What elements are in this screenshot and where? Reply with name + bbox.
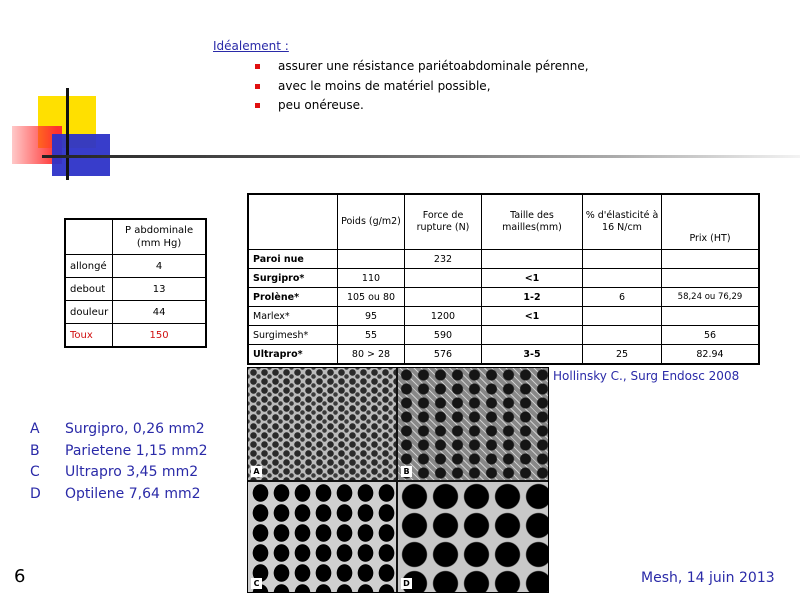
table-cell bbox=[583, 307, 662, 326]
citation: Hollinsky C., Surg Endosc 2008 bbox=[553, 369, 740, 383]
table-cell: Marlex* bbox=[248, 307, 338, 326]
table-cell: Toux bbox=[65, 324, 113, 348]
table-header-cell: Force de rupture (N) bbox=[405, 194, 482, 250]
intro-bullet: avec le moins de matériel possible, bbox=[255, 77, 589, 97]
table-cell: 13 bbox=[113, 278, 206, 301]
table-cell: 150 bbox=[113, 324, 206, 348]
legend-key: D bbox=[30, 485, 41, 502]
table-row bbox=[248, 250, 759, 269]
table-header-cell bbox=[65, 219, 113, 255]
mesh-photo-b bbox=[398, 368, 548, 480]
legend-item bbox=[30, 441, 208, 463]
table-cell bbox=[338, 250, 405, 269]
table-cell: 1200 bbox=[405, 307, 482, 326]
table-cell: 25 bbox=[583, 345, 662, 365]
table-cell: Surgipro* bbox=[248, 269, 338, 288]
table-cell bbox=[662, 269, 760, 288]
table-cell: Surgimesh* bbox=[248, 326, 338, 345]
table-cell: douleur bbox=[65, 301, 113, 324]
intro-bullet: peu onéreuse. bbox=[255, 96, 589, 116]
mesh-comparison-table bbox=[247, 193, 760, 365]
table-cell bbox=[583, 326, 662, 345]
photo-label: A bbox=[251, 466, 262, 477]
legend-item bbox=[30, 462, 208, 484]
table-cell: Prolène* bbox=[248, 288, 338, 307]
table-cell: 6 bbox=[583, 288, 662, 307]
table-row bbox=[248, 307, 759, 326]
intro-bullet: assurer une résistance pariétoabdominale pérenne, bbox=[255, 57, 589, 77]
table-header-cell: Prix (HT) bbox=[662, 194, 760, 250]
table-cell bbox=[662, 250, 760, 269]
table-cell: debout bbox=[65, 278, 113, 301]
legend-key: B bbox=[30, 442, 40, 459]
footer-date: Mesh, 14 juin 2013 bbox=[641, 570, 775, 586]
legend-text: Parietene 1,15 mm2 bbox=[65, 442, 208, 459]
table-cell: <1 bbox=[482, 307, 583, 326]
table-header-cell: % d'élasticité à 16 N/cm bbox=[583, 194, 662, 250]
table-cell bbox=[482, 250, 583, 269]
table-cell bbox=[583, 250, 662, 269]
table-cell: allongé bbox=[65, 255, 113, 278]
mesh-photo-d bbox=[398, 482, 548, 592]
table-header-cell: Poids (g/m2) bbox=[338, 194, 405, 250]
table-header-cell bbox=[248, 194, 338, 250]
table-cell: 82.94 bbox=[662, 345, 760, 365]
legend-item bbox=[30, 484, 208, 506]
photo-label: D bbox=[401, 578, 412, 589]
table-row-highlight bbox=[65, 324, 206, 348]
table-row bbox=[248, 345, 759, 365]
table-cell: 110 bbox=[338, 269, 405, 288]
table-row bbox=[248, 269, 759, 288]
legend-text: Ultrapro 3,45 mm2 bbox=[65, 464, 199, 480]
table-header-cell: P abdominale (mm Hg) bbox=[113, 219, 206, 255]
table-cell: 576 bbox=[405, 345, 482, 365]
table-cell: 4 bbox=[113, 255, 206, 278]
table-cell: 590 bbox=[405, 326, 482, 345]
legend-text: Optilene 7,64 mm2 bbox=[65, 485, 201, 502]
abdominal-pressure-table bbox=[64, 218, 207, 348]
table-row bbox=[248, 326, 759, 345]
table-cell: <1 bbox=[482, 269, 583, 288]
decor-horizontal-rule bbox=[42, 155, 800, 158]
table-cell: Paroi nue bbox=[248, 250, 338, 269]
intro-heading: Idéalement : bbox=[213, 39, 289, 53]
table-row bbox=[65, 301, 206, 324]
photo-label: B bbox=[401, 466, 412, 477]
table-header-cell: Taille des mailles(mm) bbox=[482, 194, 583, 250]
table-cell: 56 bbox=[662, 326, 760, 345]
mesh-photo-a bbox=[248, 368, 396, 480]
legend-item bbox=[30, 419, 208, 441]
table-cell: 80 > 28 bbox=[338, 345, 405, 365]
table-cell: 58,24 ou 76,29 bbox=[662, 288, 760, 307]
table-cell bbox=[662, 307, 760, 326]
mesh-photo-grid bbox=[247, 367, 549, 593]
table-cell bbox=[583, 269, 662, 288]
table-cell: Ultrapro* bbox=[248, 345, 338, 365]
legend-key: C bbox=[30, 464, 40, 480]
table-cell: 3-5 bbox=[482, 345, 583, 365]
intro-bullet-list bbox=[255, 57, 589, 116]
table-cell bbox=[482, 326, 583, 345]
table-cell: 1-2 bbox=[482, 288, 583, 307]
page-number: 6 bbox=[14, 566, 26, 587]
table-cell: 105 ou 80 bbox=[338, 288, 405, 307]
table-row bbox=[248, 288, 759, 307]
legend-text: Surgipro, 0,26 mm2 bbox=[65, 421, 205, 437]
table-cell: 232 bbox=[405, 250, 482, 269]
table-cell: 95 bbox=[338, 307, 405, 326]
table-header-row bbox=[248, 194, 759, 250]
mesh-legend bbox=[30, 419, 208, 505]
table-cell: 55 bbox=[338, 326, 405, 345]
table-row bbox=[65, 255, 206, 278]
decor-vertical-line bbox=[66, 88, 69, 180]
legend-key: A bbox=[30, 421, 40, 437]
table-cell: 44 bbox=[113, 301, 206, 324]
table-row bbox=[65, 278, 206, 301]
table-header-row bbox=[65, 219, 206, 255]
mesh-photo-c bbox=[248, 482, 396, 592]
table-cell bbox=[405, 269, 482, 288]
table-cell bbox=[405, 288, 482, 307]
photo-label: C bbox=[251, 578, 262, 589]
